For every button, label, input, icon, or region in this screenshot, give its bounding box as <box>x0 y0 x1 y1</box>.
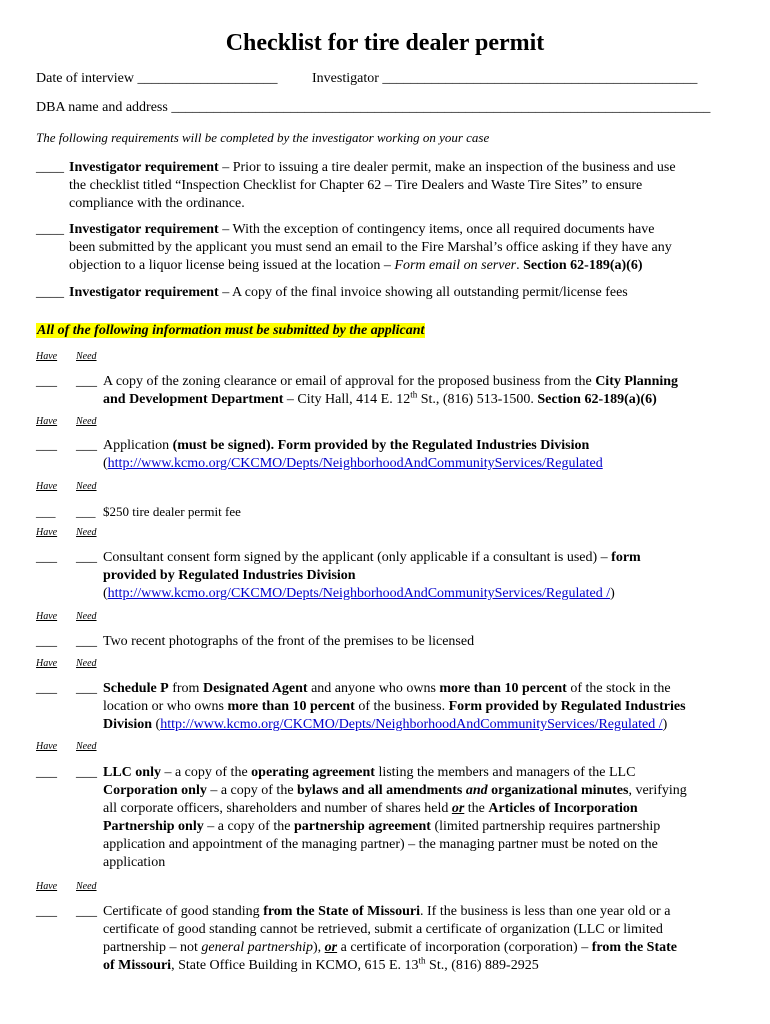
item-text: – a copy of the <box>160 765 252 780</box>
need-blank: ___ <box>76 374 97 389</box>
have-blank: ___ <box>36 438 57 453</box>
have-label: Have <box>36 881 58 892</box>
requirement-heading: Investigator requirement <box>69 160 219 175</box>
date-blank: ____________________ <box>137 71 278 86</box>
item-text: – a copy of the <box>206 783 298 798</box>
have-label: Have <box>36 416 58 427</box>
item-text-bold: Designated Agent <box>202 681 308 696</box>
item-text-bold: more than 10 percent <box>227 699 355 714</box>
item-text: (limited partnership requires partnership <box>430 819 661 834</box>
investigator-field <box>312 71 697 87</box>
investigator-requirement-email <box>36 221 736 275</box>
requirement-text: compliance with the ordinance. <box>69 196 245 211</box>
item-text: , State Office Building in KCMO, 615 E. 13 <box>171 958 419 973</box>
investigator-requirement-invoice <box>36 284 736 302</box>
requirement-heading: Investigator requirement <box>69 222 219 237</box>
item-text-bold: Form provided by Regulated Industries <box>448 699 686 714</box>
need-blank: ___ <box>76 681 97 696</box>
dba-field <box>36 100 710 116</box>
have-label: Have <box>36 611 58 622</box>
checklist-item-fee <box>36 503 746 521</box>
item-text-bold: from the State of Missouri <box>263 904 421 919</box>
item-text-bold: Schedule P <box>103 681 169 696</box>
superscript: th <box>410 389 418 400</box>
item-text-bold: Corporation only <box>103 783 207 798</box>
item-text-bold: LLC only <box>103 765 161 780</box>
item-text: A copy of the zoning clearance or email of approval for the proposed business from the <box>103 374 596 389</box>
requirement-heading: Investigator requirement <box>69 285 219 300</box>
item-text: the <box>464 801 489 816</box>
item-text-bold: organizational minutes <box>487 783 629 798</box>
item-text: application and appointment of the managing partner) – the managing partner must be noted on the <box>103 837 658 852</box>
checklist-item-schedule-p <box>36 680 766 736</box>
item-text-bold: form <box>611 550 641 565</box>
item-text: of the stock in the <box>566 681 671 696</box>
item-text-bold: of Missouri <box>103 958 172 973</box>
need-label: Need <box>76 658 97 669</box>
item-text-bold: partnership agreement <box>293 819 431 834</box>
item-text-bold: provided by Regulated Industries Division <box>103 568 356 583</box>
checkbox-blank: ____ <box>36 222 64 237</box>
applicant-heading-text: All of the following information must be submitted by the applicant <box>37 323 425 338</box>
item-text: Two recent photographs of the front of the premises to be licensed <box>103 634 475 649</box>
regulated-industries-link[interactable]: http://www.kcmo.org/CKCMO/Depts/NeighborhoodAndCommunityServices/Regulated <box>107 456 603 471</box>
item-text: Certificate of good standing <box>103 904 264 919</box>
have-blank: ___ <box>36 550 57 565</box>
regulated-industries-link[interactable]: http://www.kcmo.org/CKCMO/Depts/NeighborhoodAndCommunityServices/Regulated / <box>160 717 663 732</box>
dba-blank: _____________________________________________________________________________ <box>171 100 711 115</box>
have-blank: ___ <box>36 681 57 696</box>
investigator-note: The following requirements will be completed by the investigator working on your case <box>36 130 490 145</box>
item-text: ( <box>103 586 108 601</box>
have-label: Have <box>36 741 58 752</box>
item-text: and anyone who owns <box>307 681 440 696</box>
checkbox-blank: ____ <box>36 160 64 175</box>
have-label: Have <box>36 527 58 538</box>
item-text: all corporate officers, shareholders and number of shares held <box>103 801 452 816</box>
investigator-label: Investigator <box>312 71 379 86</box>
item-text: Application <box>103 438 173 453</box>
item-text: of the business. <box>354 699 449 714</box>
requirement-text: – With the exception of contingency items, once all required documents have <box>218 222 655 237</box>
item-text: partnership – not <box>103 940 202 955</box>
item-text: ) <box>662 717 668 732</box>
have-label: Have <box>36 658 58 669</box>
date-of-interview-field <box>36 71 277 87</box>
need-blank: ___ <box>76 904 97 919</box>
page-title: Checklist for tire dealer permit <box>225 30 545 56</box>
checkbox-blank: ____ <box>36 285 64 300</box>
have-label: Have <box>36 351 58 362</box>
regulated-industries-link[interactable]: http://www.kcmo.org/CKCMO/Depts/NeighborhoodAndCommunityServices/Regulated / <box>107 586 611 601</box>
checklist-item-consultant <box>36 549 766 605</box>
have-blank: ___ <box>36 374 57 389</box>
need-label: Need <box>76 527 97 538</box>
need-blank: ___ <box>76 504 96 519</box>
item-text: listing the members and managers of the LLC <box>374 765 636 780</box>
item-text: $250 tire dealer permit fee <box>103 504 241 519</box>
item-text: – City Hall, 414 E. 12 <box>283 392 411 407</box>
date-label: Date of interview <box>36 71 134 86</box>
requirement-text: objection to a liquor license being issued at the location – <box>69 258 395 273</box>
checklist-item-good-standing <box>36 903 766 977</box>
item-text: , verifying <box>628 783 687 798</box>
item-text-bold: bylaws and all amendments <box>297 783 466 798</box>
superscript: th <box>418 955 426 966</box>
requirement-text: – Prior to issuing a tire dealer permit, make an inspection of the business and use <box>218 160 676 175</box>
requirement-text: – A copy of the final invoice showing all outstanding permit/license fees <box>218 285 628 300</box>
need-label: Need <box>76 351 97 362</box>
need-blank: ___ <box>76 765 97 780</box>
investigator-blank: _____________________________________________ <box>382 71 698 86</box>
item-text-bold-italic: or <box>324 940 338 955</box>
checklist-item-zoning <box>36 373 746 411</box>
section-reference: Section 62-189(a)(6) <box>537 392 657 407</box>
item-text: ( <box>152 717 161 732</box>
need-blank: ___ <box>76 438 97 453</box>
item-text: application <box>103 855 166 870</box>
checklist-item-application <box>36 437 746 475</box>
item-text: certificate of good standing cannot be retrieved, submit a certificate of organization (LLC or limited <box>103 922 663 937</box>
item-text: a certificate of incorporation (corporation) – <box>337 940 592 955</box>
item-text-italic: general partnership <box>201 940 313 955</box>
item-text: from <box>168 681 203 696</box>
item-text-bold: City Planning <box>595 374 679 389</box>
item-text-bold: and Development Department <box>103 392 284 407</box>
item-text-bold: Articles of Incorporation <box>488 801 638 816</box>
need-label: Need <box>76 416 97 427</box>
need-blank: ___ <box>76 634 97 649</box>
requirement-text: the checklist titled “Inspection Checklist for Chapter 62 – Tire Dealers and Waste Tire Sites” to ensure <box>69 178 643 193</box>
applicant-section-heading <box>36 321 425 339</box>
need-label: Need <box>76 741 97 752</box>
item-text-bold: Partnership only <box>103 819 204 834</box>
dba-label: DBA name and address <box>36 100 168 115</box>
item-text: location or who owns <box>103 699 228 714</box>
checklist-item-photos <box>36 633 746 651</box>
have-blank: ___ <box>36 634 57 649</box>
need-label: Need <box>76 611 97 622</box>
requirement-text: been submitted by the applicant you must send an email to the Fire Marshal’s office asking if they have any <box>69 240 672 255</box>
item-text: . If the business is less than one year old or a <box>420 904 671 919</box>
need-blank: ___ <box>76 550 97 565</box>
item-text-bold-italic: and <box>465 783 488 798</box>
item-text: Consultant consent form signed by the applicant (only applicable if a consultant is used) – <box>103 550 612 565</box>
investigator-requirement-inspection <box>36 159 736 213</box>
item-text-bold: (must be signed). Form provided by the Regulated Industries Division <box>172 438 590 453</box>
requirement-text: . <box>516 258 524 273</box>
item-text: ), <box>312 940 325 955</box>
have-label: Have <box>36 481 58 492</box>
item-text: ( <box>103 456 108 471</box>
need-label: Need <box>76 881 97 892</box>
section-reference: Section 62-189(a)(6) <box>523 258 643 273</box>
have-blank: ___ <box>36 765 57 780</box>
item-text: St., (816) 513-1500. <box>417 392 538 407</box>
item-text-bold: more than 10 percent <box>439 681 567 696</box>
item-text: – a copy of the <box>203 819 294 834</box>
item-text-bold: from the State <box>591 940 677 955</box>
item-text: ) <box>610 586 615 601</box>
form-email-note: Form email on server <box>394 258 517 273</box>
have-blank: ___ <box>36 904 57 919</box>
checklist-item-business-documents <box>36 764 766 874</box>
item-text-bold: Division <box>103 717 153 732</box>
item-text: St., (816) 889-2925 <box>425 958 539 973</box>
have-blank: ___ <box>36 504 56 519</box>
need-label: Need <box>76 481 97 492</box>
item-text-bold-italic: or <box>451 801 465 816</box>
item-text-bold: operating agreement <box>251 765 375 780</box>
